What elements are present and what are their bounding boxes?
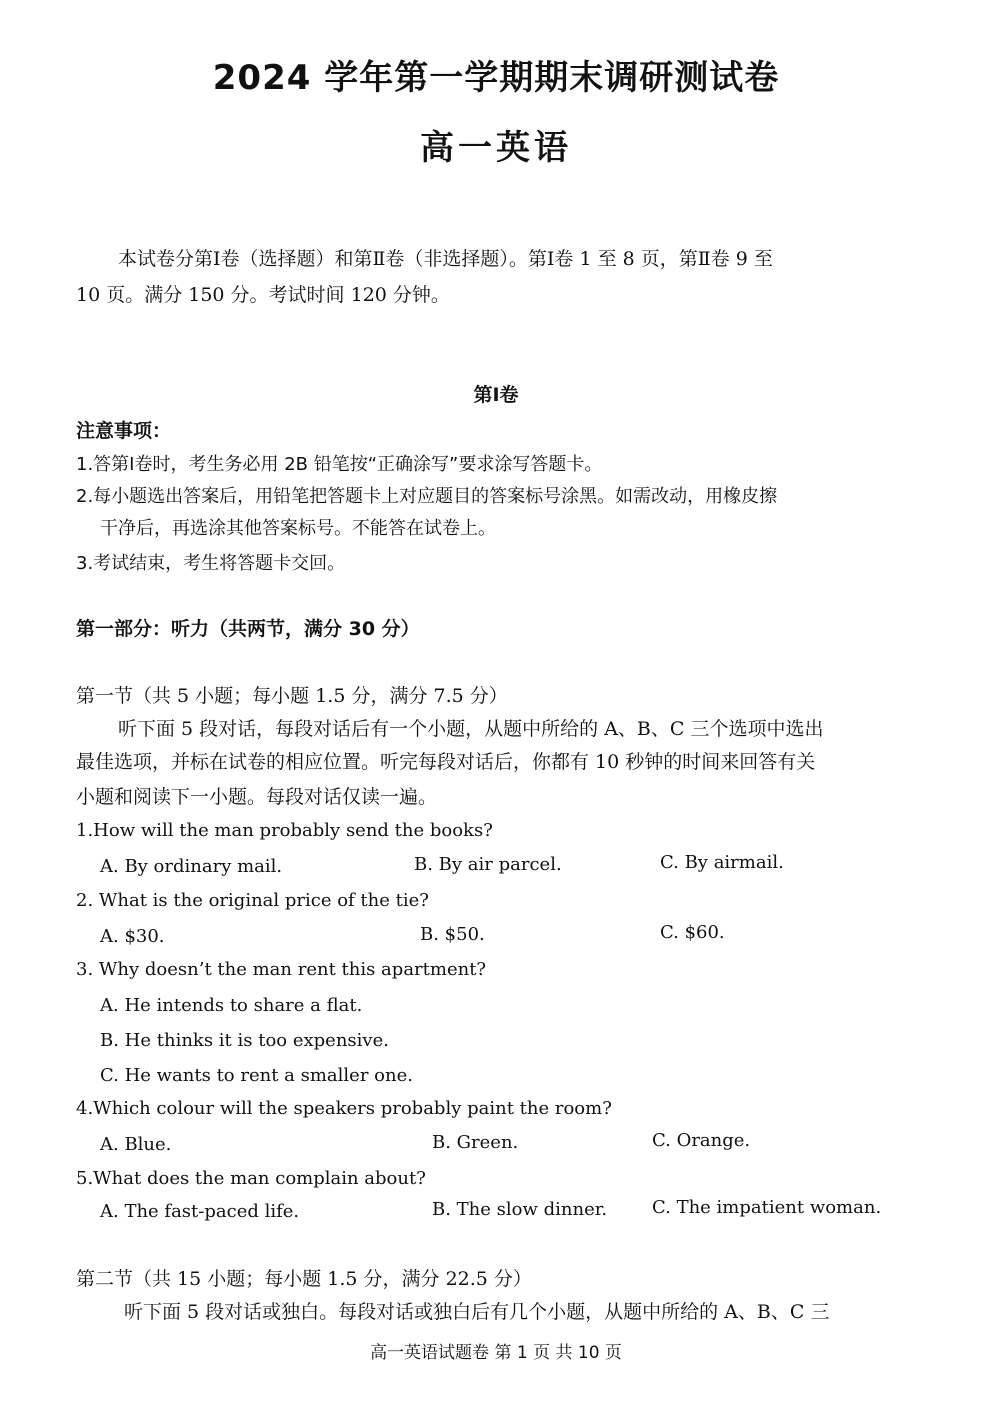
question-3-stem: 3. Why doesn’t the man rent this apartment?	[76, 959, 487, 980]
question-4-option-c: C. Orange.	[652, 1130, 751, 1151]
volume-label: 第Ⅰ卷	[473, 384, 519, 406]
note-item-3: 3.考试结束，考生将答题卡交回。	[76, 553, 346, 574]
question-3-option-b: B. He thinks it is too expensive.	[100, 1030, 389, 1051]
note-item-2-cont: 干净后，再选涂其他答案标号。不能答在试卷上。	[100, 518, 496, 539]
section-1-direction-3: 小题和阅读下一小题。每段对话仅读一遍。	[76, 786, 438, 808]
question-1-option-a: A. By ordinary mail.	[100, 856, 283, 877]
question-2-option-c: C. $60.	[660, 922, 725, 943]
question-2-option-b: B. $50.	[420, 924, 485, 945]
question-2-option-a: A. $30.	[100, 926, 165, 947]
question-5-stem: 5.What does the man complain about?	[76, 1168, 426, 1189]
exam-title: 2024 学年第一学期期末调研测试卷	[212, 58, 780, 98]
question-3-option-c: C. He wants to rent a smaller one.	[100, 1065, 413, 1086]
question-1-stem: 1.How will the man probably send the books?	[76, 820, 493, 841]
question-5-option-a: A. The fast-paced life.	[100, 1201, 300, 1222]
notes-heading: 注意事项：	[76, 420, 172, 442]
section-2-heading: 第二节（共 15 小题；每小题 1.5 分，满分 22.5 分）	[76, 1268, 532, 1290]
question-5-option-b: B. The slow dinner.	[432, 1199, 608, 1220]
question-4-option-a: A. Blue.	[100, 1134, 172, 1155]
question-3-option-a: A. He intends to share a flat.	[100, 995, 363, 1016]
note-item-1: 1.答第Ⅰ卷时，考生务必用 2B 铅笔按“正确涂写”要求涂写答题卡。	[76, 454, 603, 475]
note-item-2: 2.每小题选出答案后，用铅笔把答题卡上对应题目的答案标号涂黑。如需改动，用橡皮擦	[76, 486, 778, 507]
section-1-heading: 第一节（共 5 小题；每小题 1.5 分，满分 7.5 分）	[76, 685, 508, 707]
section-2-direction-1: 听下面 5 段对话或独白。每段对话或独白后有几个小题，从题中所给的 A、B、C 三	[124, 1301, 830, 1323]
question-5-option-c: C. The impatient woman.	[652, 1197, 882, 1218]
question-2-stem: 2. What is the original price of the tie?	[76, 890, 429, 911]
intro-line-2: 10 页。满分 150 分。考试时间 120 分钟。	[76, 284, 450, 306]
exam-subject: 高一英语	[420, 128, 572, 168]
question-4-stem: 4.Which colour will the speakers probably paint the room?	[76, 1098, 612, 1119]
section-1-direction-2: 最佳选项，并标在试卷的相应位置。听完每段对话后，你都有 10 秒钟的时间来回答有关	[76, 751, 816, 773]
page-footer: 高一英语试题卷 第 1 页 共 10 页	[370, 1343, 622, 1363]
intro-line-1: 本试卷分第Ⅰ卷（选择题）和第Ⅱ卷（非选择题）。第Ⅰ卷 1 至 8 页，第Ⅱ卷 9 至	[118, 248, 773, 270]
part-1-heading: 第一部分：听力（共两节，满分 30 分）	[76, 618, 420, 640]
question-1-option-b: B. By air parcel.	[414, 854, 562, 875]
question-1-option-c: C. By airmail.	[660, 852, 784, 873]
section-1-direction-1: 听下面 5 段对话，每段对话后有一个小题，从题中所给的 A、B、C 三个选项中选出	[118, 718, 824, 740]
question-4-option-b: B. Green.	[432, 1132, 519, 1153]
